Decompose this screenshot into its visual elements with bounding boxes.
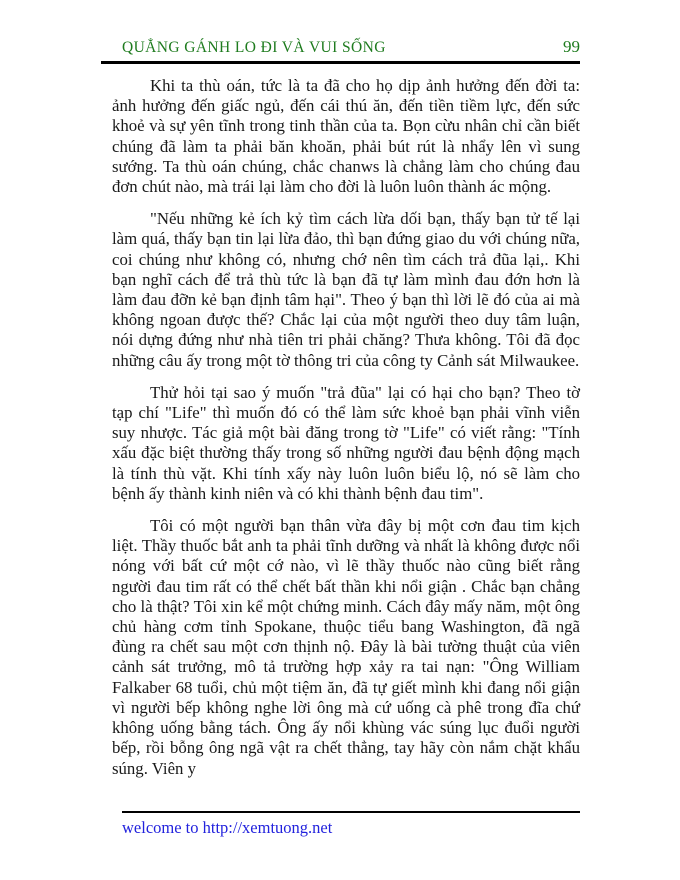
page-number: 99 bbox=[563, 37, 580, 56]
header-rule bbox=[101, 61, 580, 64]
page-header bbox=[122, 37, 580, 57]
paragraph-4: Tôi có một người bạn thân vừa đây bị một cơn đau tim kịch liệt. Thầy thuốc bắt anh ta phải tĩnh dưỡng và nhất là không được nổi nóng với bất cứ một cớ nào, vì lẽ thầy thuốc nào cũng biết rằng người đau tim rất có thể chết bất thần khi nổi giận . Chắc bạn chẳng cho là thật? Tôi xin kể một chứng minh. Cách đây mấy năm, một ông chủ hàng cơm tỉnh Spokane, thuộc tiểu bang Washington, đã ngã đùng ra chết sau một cơn thịnh nộ. Đây là bài tường thuật của viên cảnh sát trưởng, mô tả trường hợp xảy ra tai nạn: "Ông William Falkaber 68 tuổi, chủ một tiệm ăn, đã tự giết mình khi đang nổi giận vì người bếp không nghe lời ông mà cứ uống cà phê trong đĩa chứ không uống bằng tách. Ông ấy nổi khùng vác súng lục đuổi người bếp, rồi bỗng ông ngã vật ra chết thẳng, tay hãy còn nắm chặt khẩu súng. Viên y bbox=[112, 516, 580, 778]
running-title: QUẲNG GÁNH LO ĐI VÀ VUI SỐNG bbox=[122, 39, 386, 56]
paragraph-3: Thử hỏi tại sao ý muốn "trả đũa" lại có hại cho bạn? Theo tờ tạp chí "Life" thì muốn đó có thể làm sức khoẻ bạn phải vĩnh viễn suy nhược. Tác giả một bài đăng trong tờ "Life" có viết rằng: "Tính xấu đặc biệt thường thấy trong số những người đau bệnh động mạch là tính thù vặt. Khi tính xấy này luôn luôn biểu lộ, nó sẽ làm cho bệnh ấy thành kinh niên và có khi thành bệnh đau tim". bbox=[112, 382, 580, 503]
page-body bbox=[112, 76, 580, 791]
footer-link[interactable]: welcome to http://xemtuong.net bbox=[122, 818, 333, 837]
paragraph-1: Khi ta thù oán, tức là ta đã cho họ dịp ảnh hưởng đến đời ta: ảnh hưởng đến giấc ngủ, đến cái thú ăn, đến tiền tiềm lực, đến sức khoẻ và sự yên tĩnh trong tinh thần của ta. Bọn cừu nhân chỉ cần biết chúng đã làm ta phải băn khoăn, phải bút rút là nhẩy lên vì sung sướng. Ta thù oán chúng, chắc chanws là chẳng làm cho chúng đau đơn chút nào, mà trái lại làm cho đời là luôn luôn thành ác mộng. bbox=[112, 76, 580, 197]
paragraph-2: "Nếu những kẻ ích kỷ tìm cách lừa dối bạn, thấy bạn tử tế lại làm quá, thấy bạn tin lại lừa đảo, thì bạn đứng giao du với chúng nữa, coi chúng như không có, nhưng chớ nên tìm cách trả đũa lại,. Khi bạn nghĩ cách để trả thù tức là bạn đã tự làm mình đau đớn hơn là làm đau đỡn kẻ bạn định tâm hại". Theo ý bạn thì lời lẽ đó của ai mà không ngoan được thế? Chắc lại của một người theo duy tâm luận, nói dựng đứng như nhà tiên tri phải chăng? Thưa không. Tôi đã đọc những câu ấy trong một tờ thông tri của công ty Cảnh sát Milwaukee. bbox=[112, 209, 580, 370]
footer-rule bbox=[122, 811, 580, 813]
